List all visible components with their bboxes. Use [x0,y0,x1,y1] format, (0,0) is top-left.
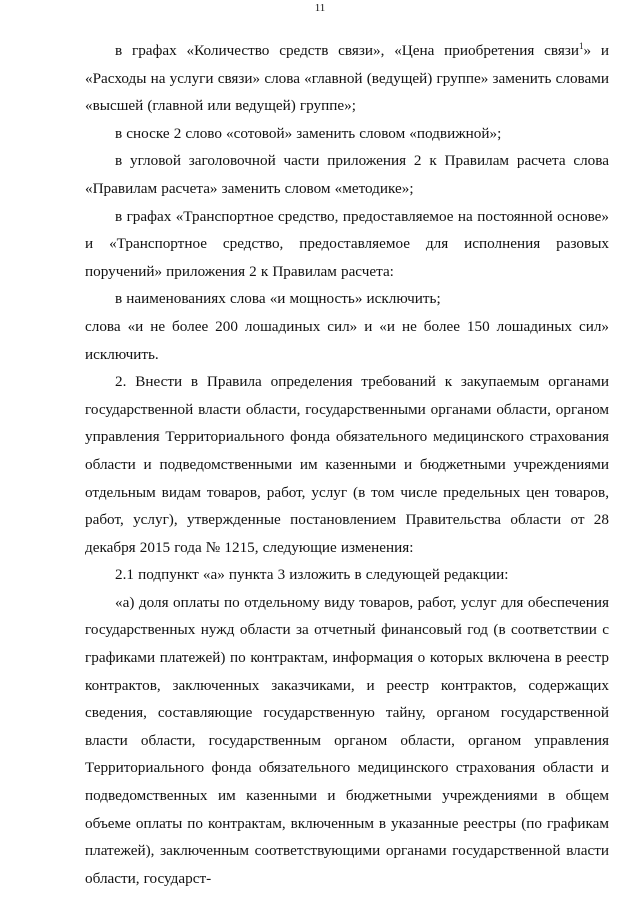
paragraph: в угловой заголовочной части приложения 2 к Правилам расчета слова «Правилам расчета» заменить словом «методике»; [85,152,609,197]
paragraph: 2. Внести в Правила определения требований к закупаемым органами государственной власти области, государственными органами области, органом управления Территориального фонда обязательного медицинского страхования области и подведомственными им казенными и бюджетными учреждениями отдельным видам товаров, работ, услуг (в том числе предельных цен товаров, работ, услуг), утвержденные постановлением Правительства области от 28 декабря 2015 года № 1215, следующие изменения: [85,373,609,556]
paragraph-text: » и «Расходы на услуги связи» слова «главной (ведущей) группе» заменить словами «высшей (главной или ведущей) группе»; [85,42,609,115]
paragraph: «а) доля оплаты по отдельному виду товаров, работ, услуг для обеспечения государственных нужд области за отчетный финансовый год (в соответствии с графиками платежей) по контрактам, информация о которых включена в реестр контрактов, заключенных заказчиками, и реестр контрактов, содержащих сведения, составляющие государственную тайну, органом государственной власти области, государственным органом области, органом управления Территориального фонда обязательного медицинского страхования области и подведомственных им казенными и бюджетными учреждениями в общем объеме оплаты по контрактам, включенным в указанные реестры (по графикам платежей), заключенным соответствующими органами государственной власти области, государст- [85,593,609,887]
paragraph: в графах «Транспортное средство, предоставляемое на постоянной основе» и «Транспортное средство, предоставляемое для исполнения разовых поручений» приложения 2 к Правилам расчета: [85,207,609,280]
footnote-mark: 1 [578,41,584,51]
paragraph: слова «и не более 200 лошадиных сил» и «и не более 150 лошадиных сил» исключить. [85,317,609,363]
paragraph [85,37,609,120]
paragraph: в сноске 2 слово «сотовой» заменить словом «подвижной»; [115,124,502,142]
paragraph: 2.1 подпункт «а» пункта 3 изложить в следующей редакции: [115,566,509,584]
paragraph-text: в графах «Количество средств связи», «Цена приобретения связи [115,42,579,59]
page-number: 11 [314,2,326,14]
document-body [85,37,609,892]
paragraph: в наименованиях слова «и мощность» исключить; [115,290,441,308]
